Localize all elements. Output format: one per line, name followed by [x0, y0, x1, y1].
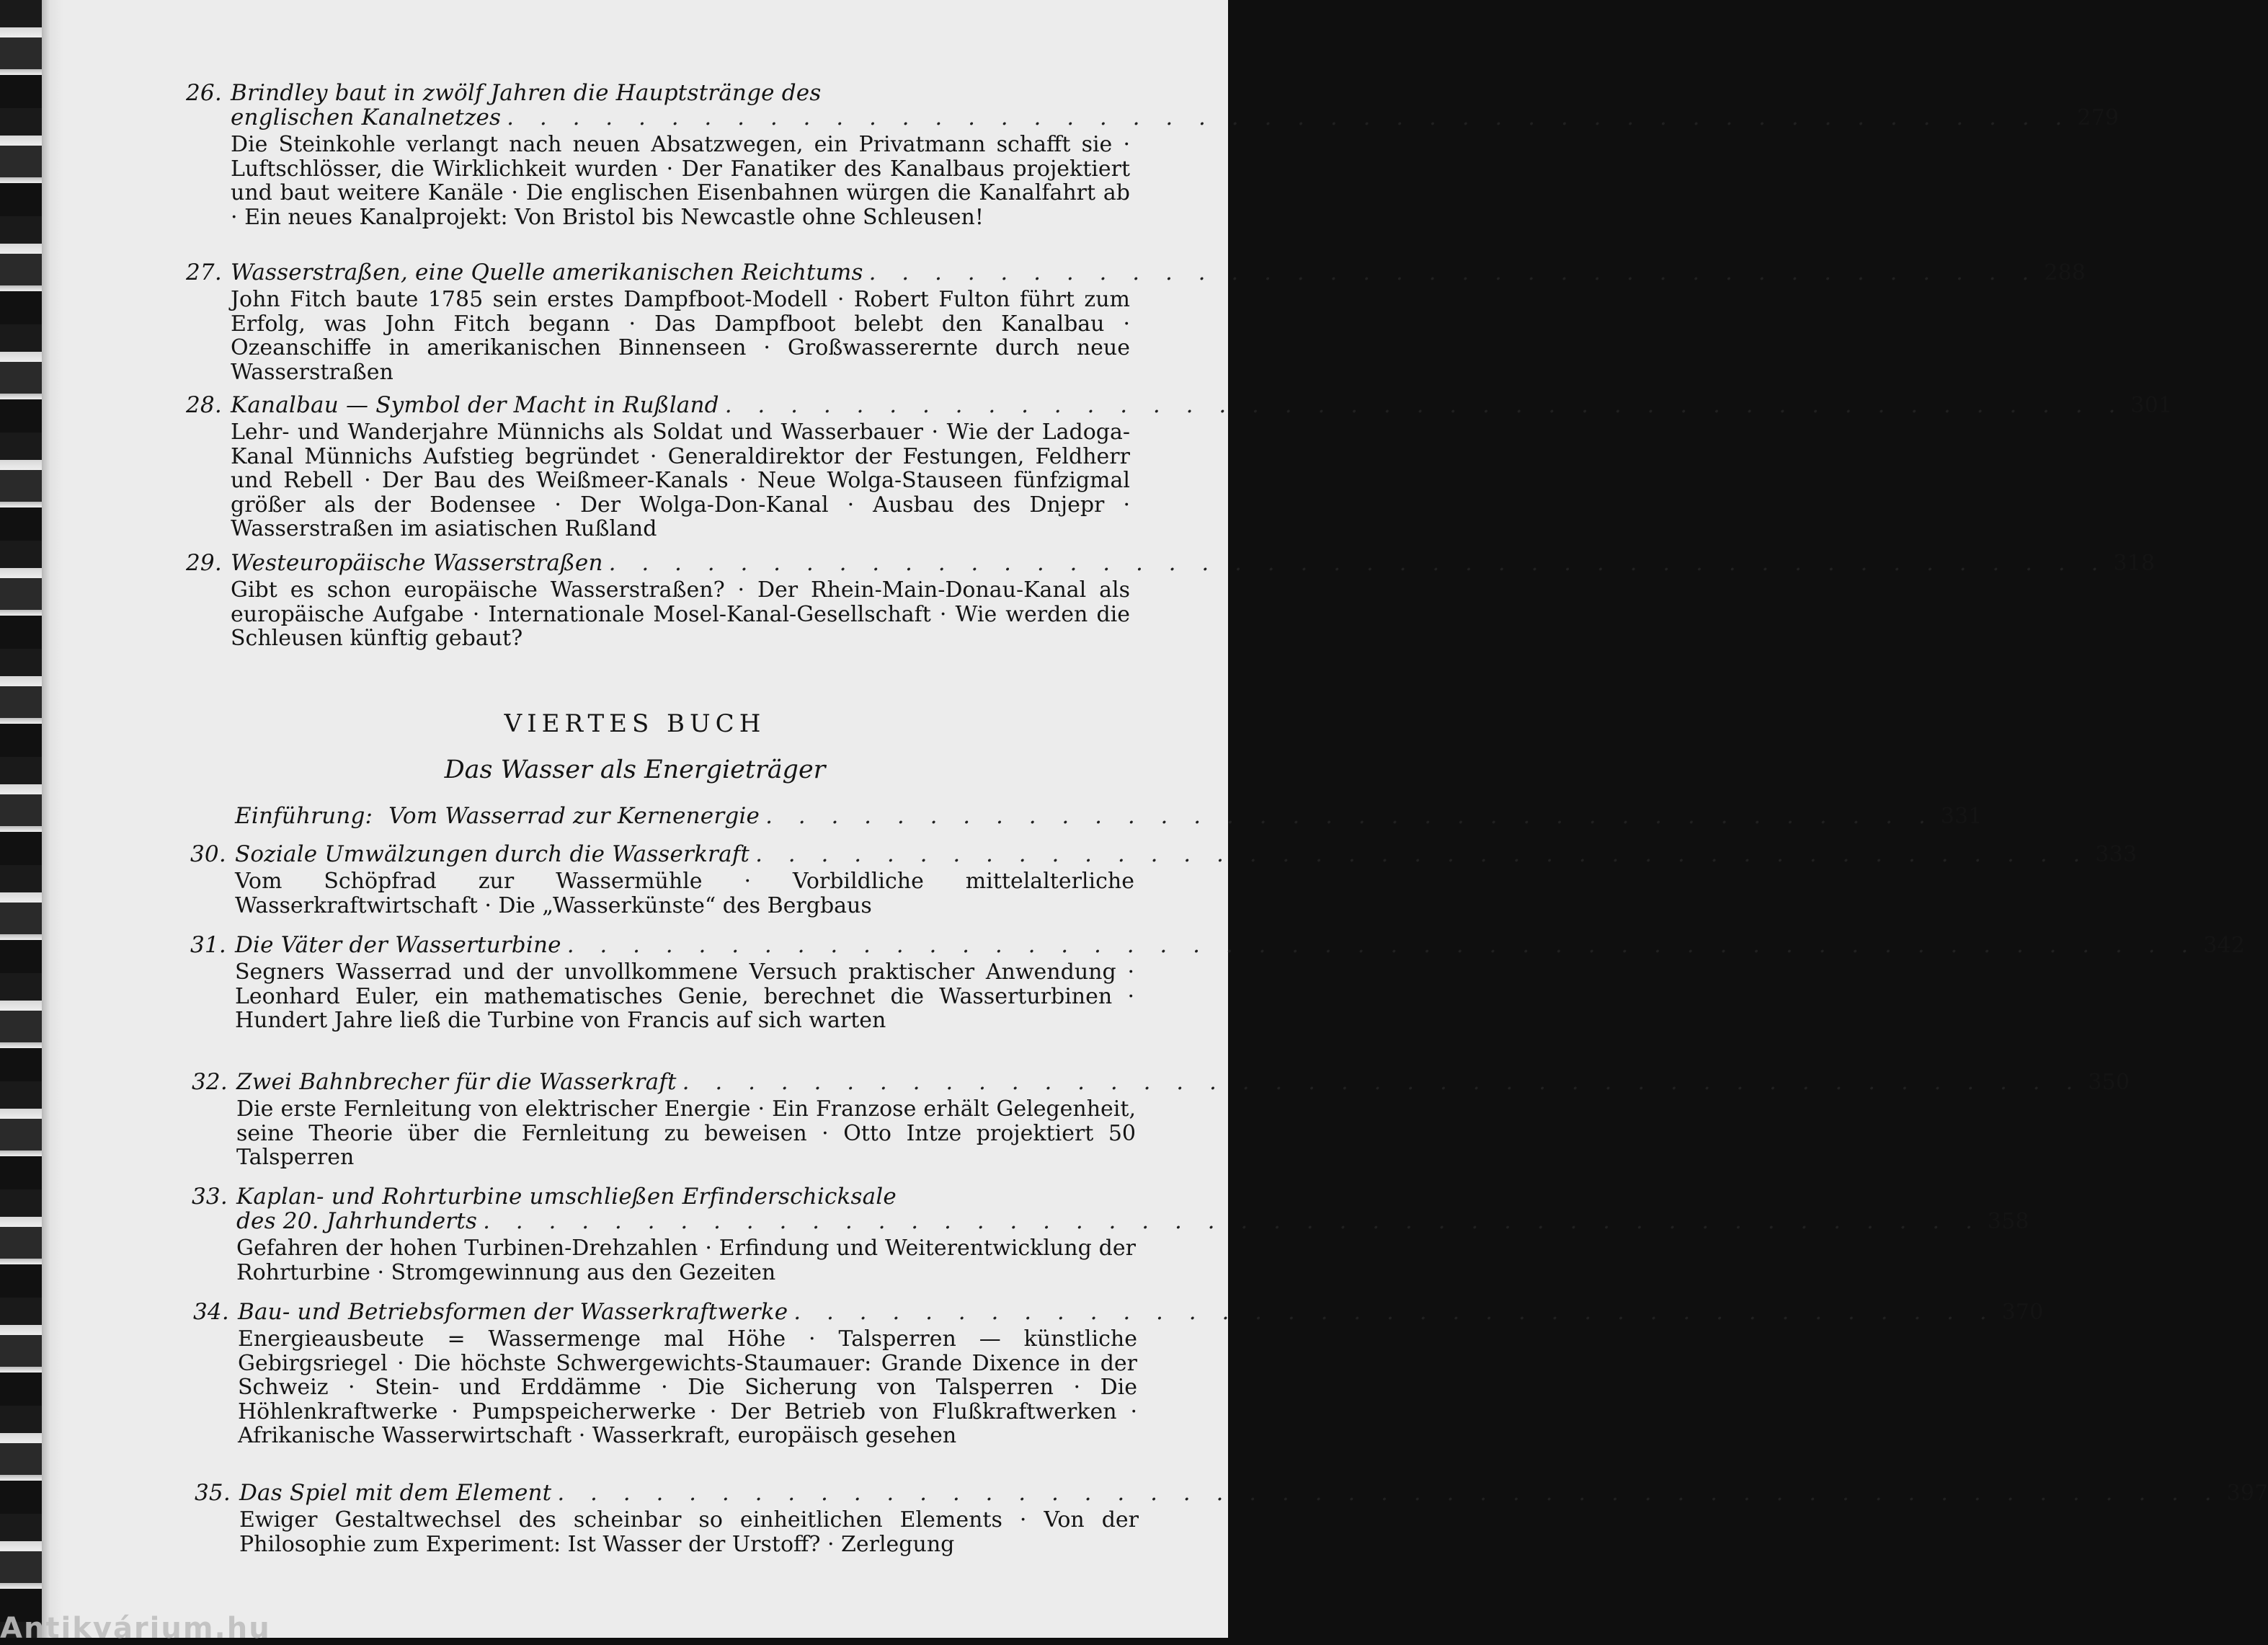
page-edge	[42, 0, 50, 1638]
chapter-description: Die erste Fernleitung von elektrischer Energie · Ein Franzose erhält Gelegenheit, seine Theorie über die Fernleitung zu beweisen · Otto Intze projektiert 50 Talsperren	[236, 1096, 1136, 1170]
title-leader-line	[236, 1208, 2029, 1234]
page-number: 370	[2001, 1300, 2044, 1325]
chapter-number: 26.	[186, 80, 222, 106]
chapter-title-line: englischen Kanalnetzes	[231, 105, 502, 130]
chapter-title-line: des 20. Jahrhunderts	[236, 1208, 478, 1234]
watermark: Antikvárium.hu	[0, 1612, 271, 1645]
toc-heading	[193, 1299, 2044, 1325]
title-leader-line	[231, 105, 2120, 130]
chapter-description: Lehr- und Wanderjahre Münnichs als Soldat und Wasserbauer · Wie der Ladoga-Kanal Münnichs Aufstieg begründet · Generaldirektor der Festungen, Feldherr und Rebell · Der Bau des Weißmeer-Kanals · Neue Wolga-Stauseen fünfzigmal größer als der Bodensee · Der Wolga-Don-Kanal · Ausbau des Dnjepr · Wasserstraßen im asiatischen Rußland	[231, 420, 1130, 541]
chapter-description: Vom Schöpfrad zur Wassermühle · Vorbildliche mittelalterliche Wasserkraftwirtschaft · Die „Wasserkünste“ des Bergbaus	[235, 869, 1134, 918]
page-number: 288	[2044, 260, 2086, 285]
leader-dots: . . . . . . . . . . . . . . . . . . . . . . . . . . . . . . . . . . . . . . . . . . . . . .	[483, 1208, 1982, 1234]
title-leader-line	[231, 260, 2086, 285]
chapter-title-line: Die Väter der Wasserturbine	[235, 932, 561, 958]
toc-entry-31	[190, 932, 2246, 1033]
chapter-description: Gefahren der hohen Turbinen-Drehzahlen · Erfindung und Weiterentwicklung der Rohrturbine · Stromgewinnung aus den Gezeiten	[236, 1236, 1136, 1285]
leader-dots: . . . . . . . . . . . . . . . . . . . . . . . . . . . . . . . . . . . . . . . . . . . . . .	[608, 550, 2108, 576]
book-page	[42, 0, 2268, 1638]
page-number: 331	[1940, 804, 1983, 829]
chapter-title-line: Kanalbau — Symbol der Macht in Rußland	[231, 392, 719, 418]
chapter-number: 28.	[186, 392, 222, 418]
chapter-title-line: Das Spiel mit dem Element	[239, 1480, 552, 1506]
page-number: 350	[2088, 1070, 2130, 1095]
title-leader-line	[236, 1069, 2130, 1095]
toc-heading	[192, 1184, 2029, 1234]
toc-heading	[186, 550, 2156, 576]
toc-entry-32	[192, 1069, 2130, 1170]
page-number: 318	[2113, 551, 2156, 576]
leader-dots: . . . . . . . . . . . . . . . . . . . . . . . . . . . . . . . . . . . .	[765, 803, 1935, 829]
chapter-number: 30.	[190, 841, 226, 867]
page-number: 301	[2130, 393, 2173, 418]
chapter-title-line: Brindley baut in zwölf Jahren die Hauptstränge des	[231, 80, 822, 106]
chapter-title-line: Wasserstraßen, eine Quelle amerikanischen Reichtums	[231, 260, 863, 285]
toc-entry-26	[186, 80, 2120, 230]
leader-dots: . . . . . . . . . . . . . . . . . . . . . . . . . . . . . . . . . . . . . . . . .	[755, 841, 2090, 867]
title-leader-line	[239, 1480, 2268, 1506]
toc-heading	[192, 1069, 2130, 1095]
chapter-number: 27.	[186, 260, 222, 285]
introduction-label: Einführung:	[235, 803, 373, 829]
book-section-title: VIERTES BUCH	[504, 709, 766, 738]
book-spine	[0, 0, 42, 1638]
leader-dots: . . . . . . . . . . . . . . . . . . . . . . . . . . . . . . . . . . . . . . . . . . . . . . . .	[507, 105, 2072, 130]
toc-entry-30	[190, 841, 2138, 918]
chapter-number: 33.	[192, 1184, 228, 1210]
leader-dots: . . . . . . . . . . . . . . . . . . . . . . . . . . . . . . . . . . . . .	[793, 1299, 1996, 1325]
chapter-title-line: Soziale Umwälzungen durch die Wasserkraft	[235, 841, 750, 867]
leader-dots: . . . . . . . . . . . . . . . . . . . . . . . . . . . . . . . . . . . . . . . . . . .	[724, 392, 2125, 418]
chapter-description: Ewiger Gestaltwechsel des scheinbar so einheitlichen Elements · Von der Philosophie zum Experiment: Ist Wasser der Urstoff? · Zerlegung	[239, 1507, 1139, 1557]
page-number: 397	[2226, 1481, 2268, 1506]
toc-heading	[186, 260, 2086, 285]
page-number: 279	[2077, 105, 2120, 130]
leader-dots: . . . . . . . . . . . . . . . . . . . . . . . . . . . . . . . . . . . . . . . . . . . . . . . . . . .	[557, 1480, 2221, 1506]
chapter-title-line: Bau- und Betriebsformen der Wasserkraftwerke	[238, 1299, 788, 1325]
chapter-description: Die Steinkohle verlangt nach neuen Absatzwegen, ein Privatmann schafft sie · Luftschlösser, die Wirklichkeit wurden · Der Fanatiker des Kanalbaus projektiert und baut weitere Kanäle · Die englischen Eisenbahnen würgen die Kanalfahrt ab · Ein neues Kanalprojekt: Von Bristol bis Newcastle ohne Schleusen!	[231, 132, 1130, 230]
chapter-description: Segners Wasserrad und der unvollkommene Versuch praktischer Anwendung · Leonhard Euler, ein mathematisches Genie, berechnet die Wasserturbinen · Hundert Jahre ließ die Turbine von Francis auf sich warten	[235, 959, 1134, 1033]
page-number: 358	[1987, 1209, 2029, 1234]
chapter-number: 35.	[195, 1480, 231, 1506]
toc-entry-33	[192, 1184, 2029, 1285]
toc-entry-29	[186, 550, 2156, 651]
title-leader-line	[231, 550, 2156, 576]
title-leader-line	[235, 932, 2246, 958]
title-leader-line	[231, 392, 2173, 418]
chapter-number: 31.	[190, 932, 226, 958]
toc-heading	[195, 1480, 2268, 1506]
chapter-title-line: Kaplan- und Rohrturbine umschließen Erfinderschicksale	[236, 1184, 897, 1210]
toc-entry-28	[186, 392, 2173, 541]
toc-entry-34	[193, 1299, 2044, 1448]
introduction-title: Vom Wasserrad zur Kernenergie	[388, 803, 760, 829]
chapter-description: John Fitch baute 1785 sein erstes Dampfboot-Modell · Robert Fulton führt zum Erfolg, was John Fitch begann · Das Dampfboot belebt den Kanalbau · Ozeanschiffe in amerikanischen Binnenseen · Großwasserernte durch neue Wasserstraßen	[231, 287, 1130, 385]
toc-heading	[186, 80, 2120, 130]
leader-dots: . . . . . . . . . . . . . . . . . . . . . . . . . . . . . . . . . . . . . . . . . . . . . . . . . .	[566, 932, 2198, 958]
chapter-title-line: Zwei Bahnbrecher für die Wasserkraft	[236, 1069, 677, 1095]
title-leader-line	[235, 803, 1983, 829]
chapter-title-line: Westeuropäische Wasserstraßen	[231, 550, 603, 576]
toc-heading	[186, 392, 2173, 418]
chapter-number: 29.	[186, 550, 222, 576]
chapter-number: 34.	[193, 1299, 229, 1325]
title-leader-line	[238, 1299, 2044, 1325]
toc-heading	[190, 841, 2138, 867]
chapter-number: 32.	[192, 1069, 228, 1095]
chapter-description: Gibt es schon europäische Wasserstraßen? · Der Rhein-Main-Donau-Kanal als europäische Aufgabe · Internationale Mosel-Kanal-Gesellschaft · Wie werden die Schleusen künftig gebaut?	[231, 577, 1130, 651]
book-section-subtitle: Das Wasser als Energieträger	[444, 755, 826, 784]
toc-introduction	[235, 803, 1983, 829]
leader-dots: . . . . . . . . . . . . . . . . . . . . . . . . . . . . . . . . . . . .	[868, 260, 2039, 285]
toc-heading	[235, 803, 1983, 829]
page-number: 333	[2095, 842, 2138, 867]
leader-dots: . . . . . . . . . . . . . . . . . . . . . . . . . . . . . . . . . . . . . . . . . . .	[682, 1069, 2083, 1095]
toc-entry-35	[195, 1480, 2268, 1557]
page-number: 342	[2203, 933, 2246, 958]
chapter-description: Energieausbeute = Wassermenge mal Höhe · Talsperren — künstliche Gebirgsriegel · Die höchste Schwergewichts-Staumauer: Grande Dixence in der Schweiz · Stein- und Erddämme · Die Sicherung von Talsperren · Die Höhlenkraftwerke · Pumpspeicherwerke · Der Betrieb von Flußkraftwerken · Afrikanische Wasserwirtschaft · Wasserkraft, europäisch gesehen	[238, 1326, 1137, 1448]
toc-entry-27	[186, 260, 2086, 385]
title-leader-line	[235, 841, 2138, 867]
toc-heading	[190, 932, 2246, 958]
